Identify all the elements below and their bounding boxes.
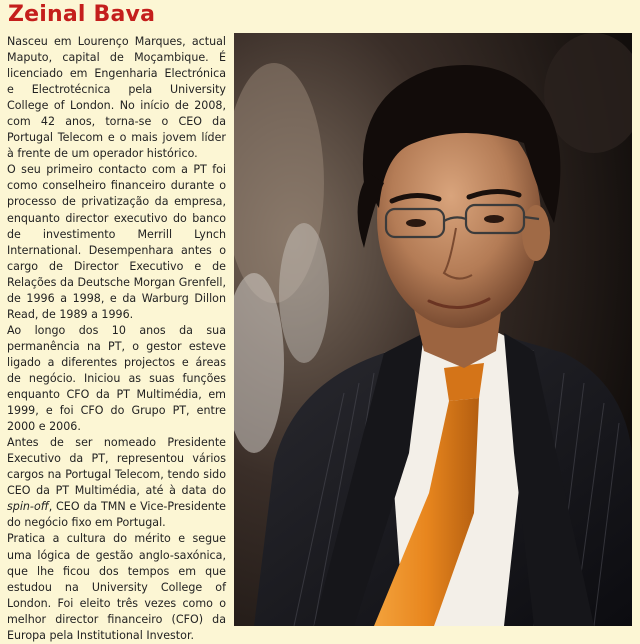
paragraph-text: , CEO da TMN e Vice-Presidente do negócio fixo em Portugal. xyxy=(7,500,226,530)
portrait-image xyxy=(234,33,632,626)
paragraph-career-pt: Ao longo dos 10 anos da sua permanência na PT, o gestor esteve ligado a diferentes projectos e áreas de negócio. Iniciou as suas funções enquanto CFO da PT Multimédia, em 1999, e foi CFO do Grupo PT, entre 2000 e 2006. xyxy=(7,323,226,434)
portrait-photo xyxy=(234,33,632,626)
italic-term: spin-off xyxy=(7,500,49,514)
page-title: Zeinal Bava xyxy=(8,2,156,27)
paragraph-text: Antes de ser nomeado Presidente Executivo da PT, representou vários cargos na Portugal Telecom, tendo sido CEO da PT Multimédia, até à data do xyxy=(7,436,226,498)
biography-text xyxy=(7,34,226,644)
paragraph-culture: Pratica a cultura do mérito e segue uma lógica de gestão anglo-saxónica, que lhe ficou dos tempos em que estudou na University College of London. Foi eleito três vezes como o melhor director financeiro (CFO) da Europa pela Institutional Investor. xyxy=(7,532,226,642)
paragraph-before-ceo xyxy=(7,435,226,531)
paragraph-birth: Nasceu em Lourenço Marques, actual Maputo, capital de Moçambique. É licenciado em Engenharia Electrónica e Electrotécnica pela University College of London. No início de 2008, com 42 anos, torna-se o CEO da Portugal Telecom e o mais jovem líder à frente de um operador histórico. xyxy=(7,35,226,161)
paragraph-first-contact: O seu primeiro contacto com a PT foi como conselheiro financeiro durante o processo de privatização da empresa, enquanto director executivo do banco de investimento Merrill Lynch International. Desempenhara antes o cargo de Director Executivo e de Relações da Deutsche Morgan Grenfell, de 1996 a 1998, e da Warburg Dillon Read, de 1989 a 1996. xyxy=(7,163,226,321)
